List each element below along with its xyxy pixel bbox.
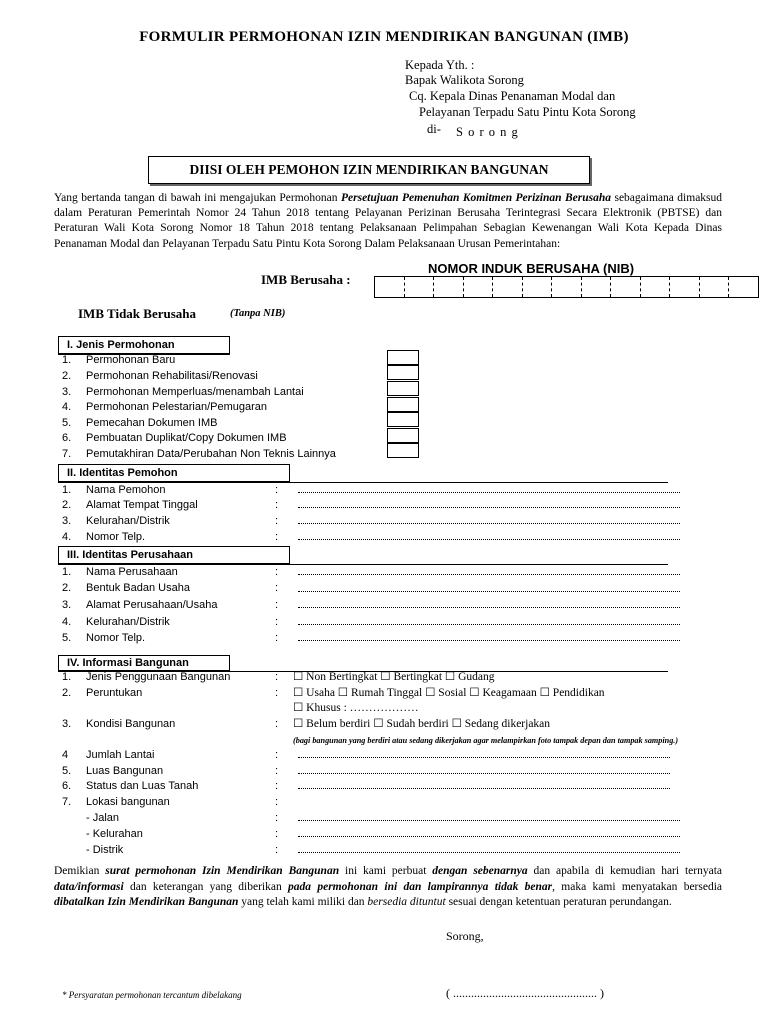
lokasi-jalan-label: - Jalan: [86, 812, 120, 824]
list-item: 4. Nomor Telp.: [62, 531, 146, 543]
address-line-3: Cq. Kepala Dinas Penanaman Modal dan: [409, 89, 616, 103]
peruntukan-options[interactable]: ☐ Usaha ☐ Rumah Tinggal ☐ Sosial ☐ Keagamaan ☐ Pendidikan: [293, 687, 605, 699]
colon: :: [275, 499, 279, 511]
section-identitas-perusahaan: III. Identitas Perusahaan: [58, 546, 290, 564]
signature-line[interactable]: ( ................................................ ): [446, 986, 604, 1000]
distrik-field[interactable]: [298, 845, 680, 853]
colon: :: [275, 687, 279, 699]
nib-digit-box[interactable]: [700, 277, 730, 297]
lokasi-kelurahan-field[interactable]: [298, 829, 680, 837]
kelurahan-field[interactable]: [298, 516, 680, 524]
colon: :: [275, 515, 279, 527]
list-item: 5. Nomor Telp.: [62, 632, 146, 644]
colon: :: [275, 616, 279, 628]
lokasi-kelurahan-label: - Kelurahan: [86, 828, 143, 840]
list-item: 2. Peruntukan: [62, 687, 143, 699]
intro-paragraph: [54, 191, 722, 252]
nib-digit-box[interactable]: [375, 277, 405, 297]
nama-pemohon-field[interactable]: [298, 485, 680, 493]
colon: :: [275, 671, 279, 683]
list-item: 6. Pembuatan Duplikat/Copy Dokumen IMB: [62, 432, 287, 444]
list-item: 2. Bentuk Badan Usaha: [62, 582, 190, 594]
colon: :: [275, 828, 279, 840]
kondisi-bangunan-options[interactable]: ☐ Belum berdiri ☐ Sudah berdiri ☐ Sedang dikerjakan: [293, 718, 551, 730]
jumlah-lantai-field[interactable]: [298, 750, 670, 758]
divider: [58, 564, 668, 565]
applicant-section-heading: DIISI OLEH PEMOHON IZIN MENDIRIKAN BANGUNAN: [148, 156, 590, 184]
colon: :: [275, 632, 279, 644]
checkbox-pemecahan[interactable]: [387, 412, 419, 427]
sign-place-label: Sorong,: [446, 929, 484, 943]
badan-usaha-field[interactable]: [298, 584, 680, 592]
divider: [58, 482, 668, 483]
footnote: * Persyaratan permohonan tercantum dibelakang: [62, 990, 242, 1000]
list-item: 3. Kondisi Bangunan: [62, 718, 176, 730]
list-item: 4. Permohonan Pelestarian/Pemugaran: [62, 401, 268, 413]
nib-digit-box[interactable]: [493, 277, 523, 297]
list-item: 1. Nama Perusahaan: [62, 566, 178, 578]
colon: :: [275, 796, 279, 808]
colon: :: [275, 844, 279, 856]
list-item: 3. Kelurahan/Distrik: [62, 515, 170, 527]
colon: :: [275, 599, 279, 611]
list-item: 2. Permohonan Rehabilitasi/Renovasi: [62, 370, 258, 382]
colon: :: [275, 765, 279, 777]
nib-heading: NOMOR INDUK BERUSAHA (NIB): [428, 261, 635, 276]
section-identitas-pemohon: II. Identitas Pemohon: [58, 464, 290, 482]
jalan-field[interactable]: [298, 813, 680, 821]
alamat-field[interactable]: [298, 500, 680, 508]
colon: :: [275, 780, 279, 792]
checkbox-pelestarian[interactable]: [387, 397, 419, 412]
jenis-penggunaan-options[interactable]: ☐ Non Bertingkat ☐ Bertingkat ☐ Gudang: [293, 671, 495, 683]
list-item: 5. Pemecahan Dokumen IMB: [62, 417, 218, 429]
checkbox-pemutakhiran[interactable]: [387, 443, 419, 458]
alamat-perusahaan-field[interactable]: [298, 600, 680, 608]
nib-input-grid[interactable]: [374, 276, 759, 298]
checkbox-memperluas[interactable]: [387, 381, 419, 396]
checkbox-permohonan-baru[interactable]: [387, 350, 419, 365]
form-title: FORMULIR PERMOHONAN IZIN MENDIRIKAN BANGUNAN (IMB): [139, 29, 629, 45]
section-jenis-permohonan: I. Jenis Permohonan: [58, 336, 230, 354]
nib-digit-box[interactable]: [729, 277, 758, 297]
peruntukan-khusus-option[interactable]: ☐ Khusus : ………………: [293, 702, 419, 714]
list-item: 7. Pemutakhiran Data/Perubahan Non Teknis Lainnya: [62, 448, 336, 460]
luas-bangunan-field[interactable]: [298, 766, 670, 774]
kelurahan-perusahaan-field[interactable]: [298, 617, 680, 625]
nib-digit-box[interactable]: [464, 277, 494, 297]
nib-digit-box[interactable]: [523, 277, 553, 297]
colon: :: [275, 812, 279, 824]
checkbox-duplikat[interactable]: [387, 428, 419, 443]
list-item: 1. Permohonan Baru: [62, 354, 176, 366]
list-item: 1. Nama Pemohon: [62, 484, 166, 496]
photo-attachment-note: (bagi bangunan yang berdiri atau sedang dikerjakan agar melampirkan foto tampak depan dan tampak samping.): [293, 736, 679, 745]
closing-paragraph: Demikian surat permohonan Izin Mendirikan Bangunan ini kami perbuat dengan sebenarnya dan apabila di kemudian hari ternyata data/informasi dan keterangan yang diberikan pada permohonan ini dan lampirannya tidak benar, maka kami menyatakan bersedia dibatalkan Izin Mendirikan Bangunan yang telah kami miliki dan bersedia dituntut sesuai dengan ketentuan peraturan perundangan.: [54, 865, 723, 908]
nib-digit-box[interactable]: [405, 277, 435, 297]
colon: :: [275, 484, 279, 496]
list-item: 3. Alamat Perusahaan/Usaha: [62, 599, 218, 611]
list-item: 6. Status dan Luas Tanah: [62, 780, 199, 792]
nib-digit-box[interactable]: [670, 277, 700, 297]
telp-perusahaan-field[interactable]: [298, 633, 680, 641]
list-item: 3. Permohonan Memperluas/menambah Lantai: [62, 386, 304, 398]
list-item: 4. Kelurahan/Distrik: [62, 616, 170, 628]
nib-digit-box[interactable]: [434, 277, 464, 297]
colon: :: [275, 749, 279, 761]
address-city: S o r o n g: [456, 125, 519, 139]
intro-rest: sebagaimana dimaksud dalam Peraturan Pemerintah Nomor 24 Tahun 2018 tentang Pelayanan Perizinan Berusaha Terintegrasi Secara Elektronik (PBTSE) dan Peraturan Wali Kota Sorong Nomor 18 Tahun 2018 tentang Pelaksanaan Pelimpahan Sebagian Kewenangan Wali Kota Kepada Dinas Penanaman Modal dan Pelayanan Terpadu Satu Pintu Kota Sorong Dalam Pelaksanaan Urusan Pemerintahan:: [54, 192, 723, 250]
address-line-2: Bapak Walikota Sorong: [405, 73, 524, 87]
nib-digit-box[interactable]: [582, 277, 612, 297]
section-informasi-bangunan: IV. Informasi Bangunan: [58, 655, 230, 671]
status-tanah-field[interactable]: [298, 781, 670, 789]
checkbox-rehabilitasi[interactable]: [387, 365, 419, 380]
nib-digit-box[interactable]: [611, 277, 641, 297]
nib-digit-box[interactable]: [552, 277, 582, 297]
address-line-4: Pelayanan Terpadu Satu Pintu Kota Sorong: [419, 105, 636, 119]
list-item: 4 Jumlah Lantai: [62, 749, 155, 761]
telp-field[interactable]: [298, 532, 680, 540]
nib-digit-box[interactable]: [641, 277, 671, 297]
address-line-1: Kepada Yth. :: [405, 58, 475, 72]
colon: :: [275, 566, 279, 578]
nama-perusahaan-field[interactable]: [298, 567, 680, 575]
lokasi-distrik-label: - Distrik: [86, 844, 124, 856]
address-di-label: di-: [427, 122, 441, 136]
colon: :: [275, 718, 279, 730]
colon: :: [275, 531, 279, 543]
imb-tidak-berusaha-label: IMB Tidak Berusaha: [78, 306, 197, 321]
intro-emphasis: Persetujuan Pemenuhan Komitmen Perizinan Berusaha: [340, 192, 612, 204]
intro-lead: Yang bertanda tangan di bawah ini mengajukan Permohonan: [54, 192, 338, 204]
list-item: 5. Luas Bangunan: [62, 765, 164, 777]
list-item: 2. Alamat Tempat Tinggal: [62, 499, 198, 511]
imb-berusaha-label: IMB Berusaha :: [261, 272, 351, 287]
colon: :: [275, 582, 279, 594]
tanpa-nib-note: (Tanpa NIB): [230, 308, 286, 319]
list-item: 1. Jenis Penggunaan Bangunan: [62, 671, 231, 683]
list-item: 7. Lokasi bangunan: [62, 796, 170, 808]
